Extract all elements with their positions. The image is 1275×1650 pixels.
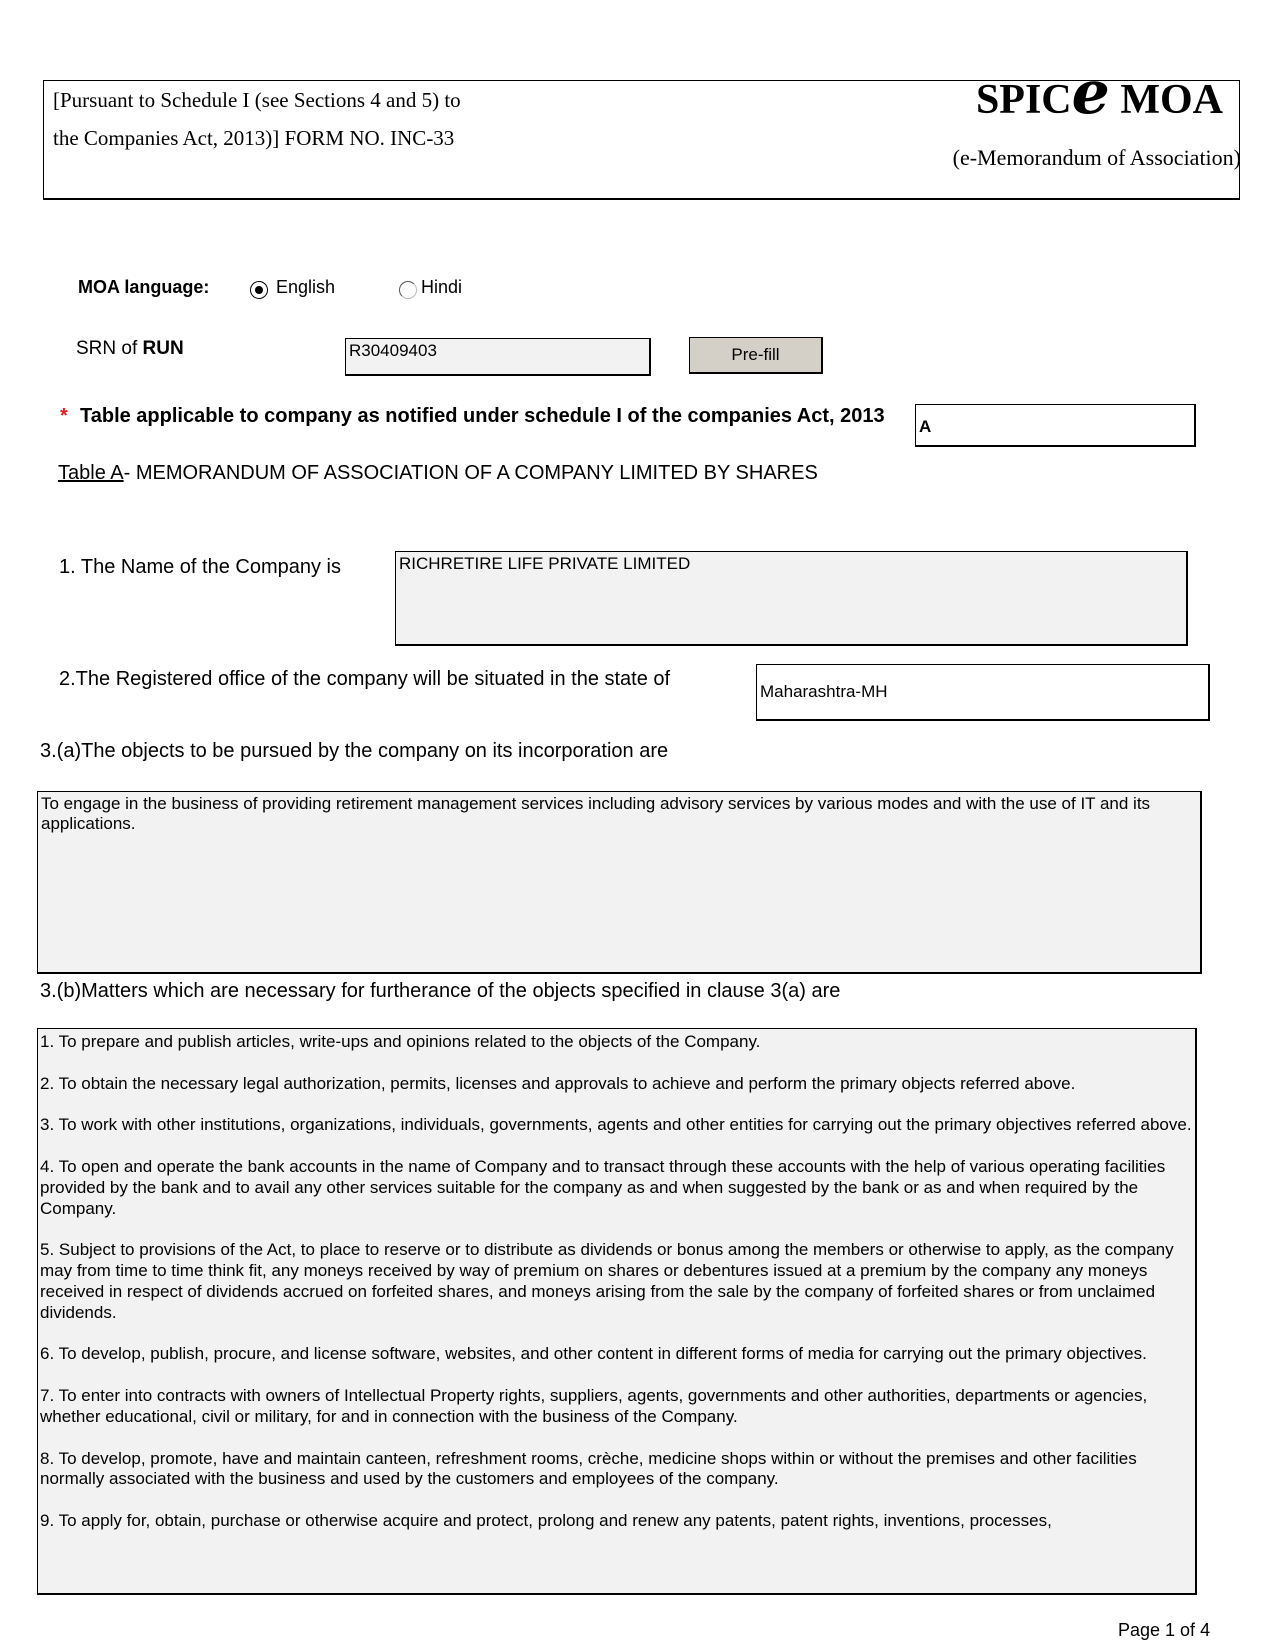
matters-item: 1. To prepare and publish articles, write-ups and opinions related to the objects of the Company. bbox=[40, 1032, 761, 1051]
table-a-heading-rest: - MEMORANDUM OF ASSOCIATION OF A COMPANY LIMITED BY SHARES bbox=[123, 462, 818, 484]
registered-state-label: 2.The Registered office of the company will be situated in the state of bbox=[59, 668, 671, 690]
srn-label-run: RUN bbox=[142, 338, 184, 359]
matters-item: 2. To obtain the necessary legal authorization, permits, licenses and approvals to achieve and perform the primary objects referred above. bbox=[40, 1073, 1076, 1093]
srn-input[interactable]: R30409403 bbox=[345, 338, 651, 376]
matters-item: 5. Subject to provisions of the Act, to place to reserve or to distribute as dividends or bonus among the members or otherwise to apply, as the company may from time to time think fit, any moneys received by way of premium on shares or debentures issued at a premium by the company any moneys received in respect of dividends accrued on forfeited shares, and moneys arising from the sale by the company of forfeited shares or from unclaimed dividends. bbox=[40, 1240, 1174, 1322]
table-applicable-label: Table applicable to company as notified under schedule I of the companies Act, 2013 bbox=[80, 405, 885, 427]
matters-item: 7. To enter into contracts with owners of Intellectual Property rights, suppliers, agents, governments and other authorities, departments or agencies, whether educational, civil or military, for and in connection with the business of the Company. bbox=[40, 1386, 1148, 1426]
srn-label bbox=[76, 338, 184, 360]
required-marker: * bbox=[60, 405, 68, 427]
matters-label: 3.(b)Matters which are necessary for furtherance of the objects specified in clause 3(a) are bbox=[40, 980, 841, 1002]
brand-prefix: SPIC bbox=[975, 77, 1072, 123]
registered-state-input[interactable]: Maharashtra-MH bbox=[756, 664, 1210, 721]
matters-item: 8. To develop, promote, have and maintain canteen, refreshment rooms, crèche, medicine shops within or without the premises and other facilities normally associated with the business and used by the customers and employees of the company. bbox=[40, 1448, 1137, 1489]
radio-hindi[interactable] bbox=[399, 281, 417, 299]
legal-reference-line-2: the Companies Act, 2013)] FORM NO. INC-33 bbox=[53, 126, 455, 150]
company-name-label: 1. The Name of the Company is bbox=[59, 556, 341, 578]
radio-english-label[interactable]: English bbox=[276, 277, 336, 297]
objects-textarea[interactable]: To engage in the business of providing retirement management services including advisory services by various modes and with the use of IT and its applications. bbox=[37, 791, 1202, 974]
matters-item: 9. To apply for, obtain, purchase or otherwise acquire and protect, prolong and renew any patents, patent rights, inventions, processes, bbox=[40, 1511, 1052, 1531]
prefill-button[interactable]: Pre-fill bbox=[689, 337, 823, 374]
table-a-link-text: Table A bbox=[58, 462, 124, 484]
moa-language-label: MOA language: bbox=[78, 277, 210, 297]
brand-suffix: MOA bbox=[1109, 77, 1223, 123]
matters-textarea[interactable] bbox=[37, 1028, 1197, 1595]
form-subtitle: (e-Memorandum of Association) bbox=[952, 145, 1241, 170]
objects-label: 3.(a)The objects to be pursued by the company on its incorporation are bbox=[40, 740, 669, 762]
matters-item: 3. To work with other institutions, organizations, individuals, governments, agents and other entities for carrying out the primary objectives referred above. bbox=[40, 1115, 1192, 1135]
legal-reference-line-1: [Pursuant to Schedule I (see Sections 4 and 5) to bbox=[53, 88, 461, 112]
page-number: Page 1 of 4 bbox=[1118, 1620, 1211, 1640]
company-name-input[interactable]: RICHRETIRE LIFE PRIVATE LIMITED bbox=[395, 551, 1188, 646]
form-brand-title bbox=[975, 58, 1223, 128]
table-a-heading bbox=[58, 462, 818, 485]
table-applicable-input[interactable]: A bbox=[915, 404, 1196, 447]
matters-item: 4. To open and operate the bank accounts in the name of Company and to transact through these accounts with the help of various operating facilities provided by the bank and to avail any other services suitable for the company as and when suggested by the bank or as and when required by the Company. bbox=[40, 1157, 1166, 1218]
matters-item: 6. To develop, publish, procure, and license software, websites, and other content in different forms of media for carrying out the primary objectives. bbox=[40, 1344, 1147, 1364]
brand-e-logo: e bbox=[1071, 58, 1110, 128]
srn-label-prefix: SRN of bbox=[76, 338, 143, 359]
radio-hindi-label[interactable]: Hindi bbox=[421, 277, 463, 297]
radio-english[interactable] bbox=[250, 281, 268, 299]
